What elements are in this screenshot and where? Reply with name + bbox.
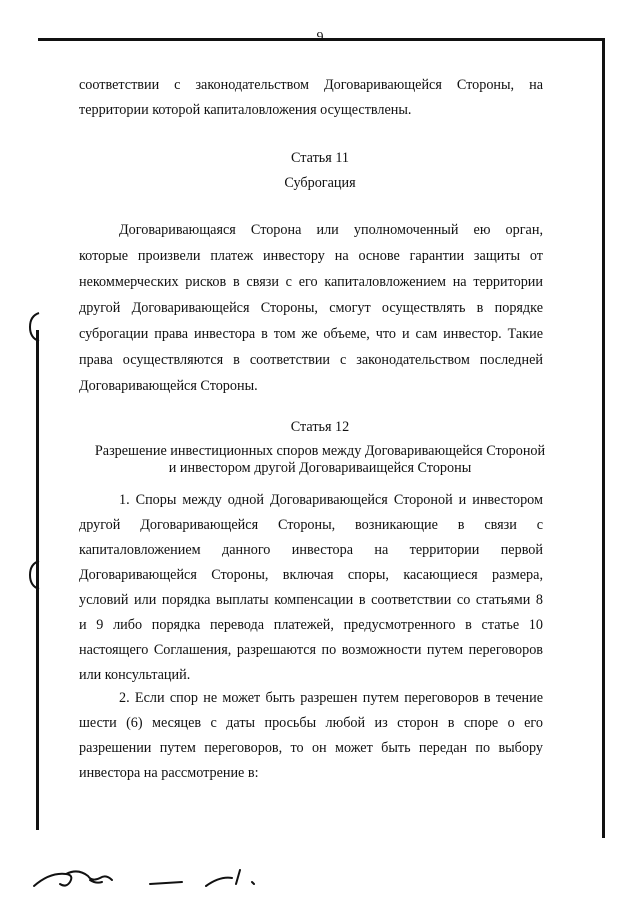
text-line: или консультаций. — [79, 667, 191, 683]
text-line: разрешении путем переговоров, то он может быть передан по выбору — [79, 740, 543, 756]
binding-bracket-mark — [28, 312, 40, 342]
text-line: Договаривающейся Стороны, включая споры, касающиеся размера, — [79, 567, 543, 583]
text-line: Договаривающаяся Сторона или уполномоченный ею орган, — [119, 222, 543, 238]
binding-bracket-mark — [28, 560, 40, 590]
article-12-title-line: Разрешение инвестиционных споров между Договаривающейся Стороной — [94, 443, 546, 459]
text-line: территории которой капиталовложения осуществлены. — [79, 102, 412, 118]
text-line: настоящего Соглашения, разрешаются по возможности путем переговоров — [79, 642, 543, 658]
text-line: 1. Споры между одной Договаривающейся Стороной и инвестором — [119, 492, 543, 508]
text-line: 2. Если спор не может быть разрешен путем переговоров в течение — [119, 690, 543, 706]
text-line: суброгации права инвестора в том же объеме, что и сам инвестор. Такие — [79, 326, 543, 342]
text-line: капиталовложением данного инвестора на территории первой — [79, 542, 543, 558]
text-line: которые произвели платеж инвестору на основе гарантии защиты от — [79, 248, 543, 264]
text-line: другой Договаривающейся Стороны, возникающие в связи с — [79, 517, 543, 533]
handwritten-initials-signature — [30, 860, 270, 890]
page-number: 9 — [316, 30, 324, 45]
article-11-heading: Статья 11 — [291, 150, 349, 166]
text-line: инвестора на рассмотрение в: — [79, 765, 259, 781]
text-line: шести (6) месяцев с даты просьбы любой из сторон в споре о его — [79, 715, 543, 731]
text-line: соответствии с законодательством Договаривающейся Стороны, на — [79, 77, 543, 93]
text-line: и 9 либо порядка перевода платежей, предусмотренного в статье 10 — [79, 617, 543, 633]
text-line: условий или порядка выплаты компенсации в соответствии со статьями 8 — [79, 592, 543, 608]
article-12-title-line: и инвестором другой Договариваищейся Стороны — [168, 460, 472, 476]
article-12-heading: Статья 12 — [290, 419, 350, 435]
article-11-title: Суброгация — [284, 175, 356, 191]
text-line: Договаривающейся Стороны. — [79, 378, 258, 394]
text-line: некоммерческих рисков в связи с его капиталовложением на территории — [79, 274, 543, 290]
text-line: другой Договаривающейся Стороны, смогут осуществлять в порядке — [79, 300, 543, 316]
text-line: права осуществляются в соответствии с законодательством последней — [79, 352, 543, 368]
